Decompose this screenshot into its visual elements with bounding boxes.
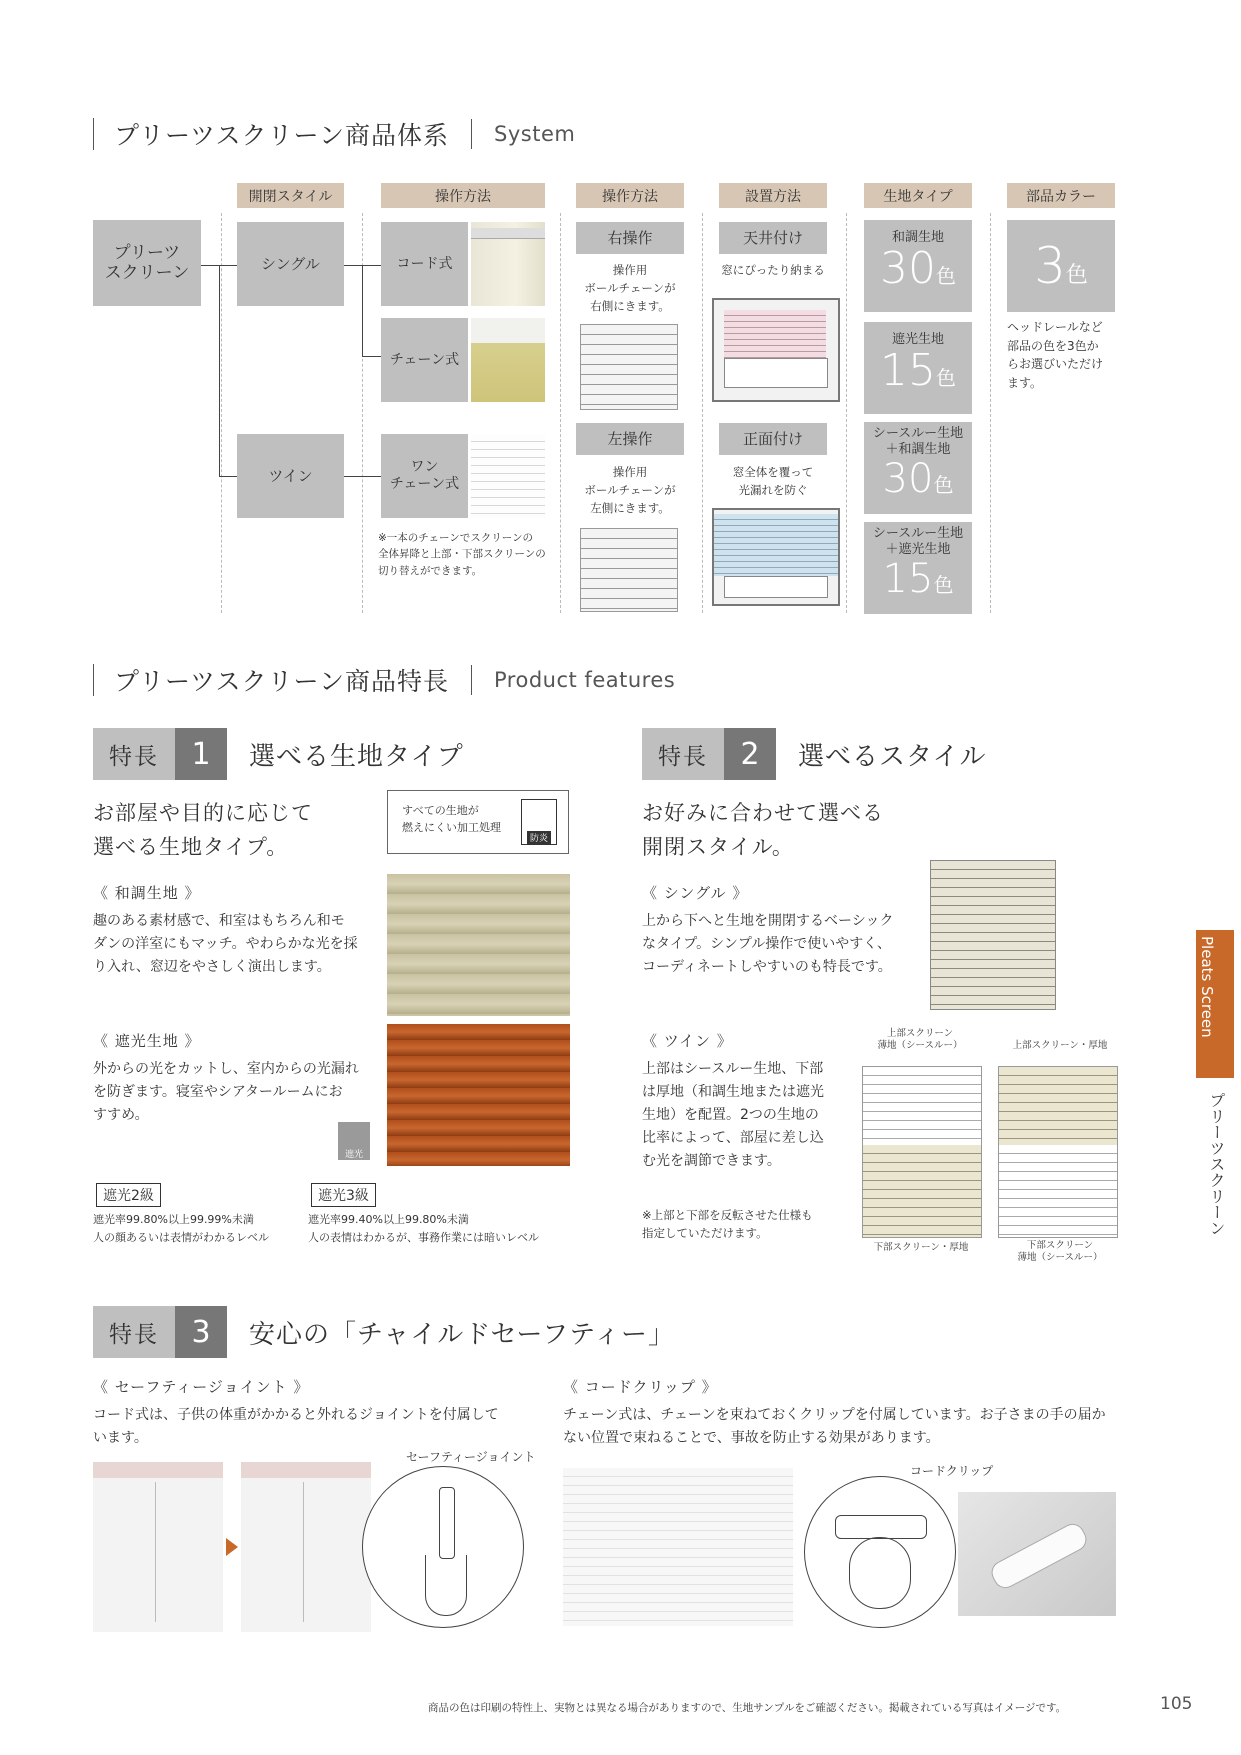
- feature-3-sub2: 《 コードクリップ 》: [563, 1378, 718, 1396]
- section-subtitle: Product features: [494, 668, 676, 692]
- wacho-fabric-photo: [387, 874, 570, 1016]
- op-right-illustration: [580, 324, 678, 410]
- method-one-chain: ワン チェーン式: [381, 434, 468, 518]
- twin-illustration-left: [862, 1066, 982, 1238]
- style-single: シングル: [237, 222, 344, 306]
- feature-1-body2: 外からの光をカットし、室内からの光漏れ を防ぎます。寝室やシアタールームにお すすめ。: [93, 1061, 359, 1124]
- clip-photo: [563, 1468, 793, 1626]
- grade-3: 遮光3級: [311, 1183, 376, 1207]
- flame-badge: すべての生地が 燃えにくい加工処理 防炎: [387, 790, 569, 854]
- footer-note: 商品の色は印刷の特性上、実物とは異なる場合がありますので、生地サンプルをご確認ください。掲載されている写真はイメージです。: [428, 1702, 1067, 1714]
- method-chain: チェーン式: [381, 318, 468, 402]
- callout-safety-joint: セーフティージョイント: [406, 1450, 536, 1464]
- section-title: プリーツスクリーン商品体系: [114, 121, 450, 150]
- feature-2-body2: 上部はシースルー生地、下部 は厚地（和調生地または遮光 生地）を配置。2つの生地の 比率によって、部屋に差し込 む光を調節できます。: [642, 1061, 824, 1170]
- feature-1-header: 特長 1 選べる生地タイプ: [93, 728, 464, 780]
- section-title: プリーツスクリーン商品特長: [114, 667, 450, 696]
- section-heading-features: [93, 664, 675, 696]
- feature-3-header: 特長 3 安心の「チャイルドセーフティー」: [93, 1306, 675, 1358]
- joint-photo-2: [241, 1462, 371, 1632]
- install-ceiling-desc: 窓にぴったり納まる: [721, 263, 825, 277]
- clip-product-photo: [958, 1492, 1116, 1616]
- joint-photo-1: [93, 1462, 223, 1632]
- clip-detail-circle: [804, 1476, 956, 1628]
- install-front-desc: 窓全体を覆って 光漏れを防ぐ: [732, 465, 814, 497]
- shading-fabric-photo: [387, 1024, 570, 1166]
- col-header-fabric: 生地タイプ: [864, 183, 972, 208]
- section-heading-system: [93, 118, 575, 150]
- op-left-illustration: [580, 528, 678, 612]
- method-cord: コード式: [381, 222, 468, 306]
- joint-detail-circle: [362, 1466, 524, 1628]
- cord-photo: [471, 222, 545, 306]
- feature-1-body1: 趣のある素材感で、和室はもちろん和モ ダンの洋室にもマッチ。やわらかな光を採 り入れ、窓辺をやさしく演出します。: [93, 913, 358, 976]
- fabric-seethrough-wacho: シースルー生地 ＋和調生地 30色: [864, 422, 972, 514]
- page-number: 105: [1160, 1694, 1193, 1714]
- shading-icon: 遮光: [338, 1122, 370, 1160]
- parts-color-desc: ヘッドレールなど 部品の色を3色か らお選びいただけ ます。: [1007, 320, 1104, 390]
- parts-color-box: 3 色: [1007, 220, 1115, 312]
- flame-proof-icon: 防炎: [521, 799, 557, 845]
- grade-3-desc: 遮光率99.40%以上99.80%未満 人の表情はわかるが、事務作業には暗いレベル: [308, 1213, 539, 1244]
- feature-2-sub1: 《 シングル 》: [642, 884, 749, 902]
- section-subtitle: System: [494, 122, 576, 146]
- twin-label-top-left: 上部スクリーン 薄地（シースルー）: [877, 1028, 963, 1052]
- twin-illustration-right: [998, 1066, 1118, 1238]
- feature-1-sub1: 《 和調生地 》: [93, 884, 201, 902]
- arrow-right-icon: [226, 1538, 238, 1556]
- op-right: 右操作: [576, 222, 684, 254]
- install-front-illustration: [712, 508, 840, 606]
- twin-label-bottom-right: 下部スクリーン 薄地（シースルー）: [1017, 1240, 1103, 1264]
- grade-2-desc: 遮光率99.80%以上99.99%未満 人の顔あるいは表情がわかるレベル: [93, 1213, 269, 1244]
- grade-2: 遮光2級: [96, 1183, 161, 1207]
- feature-3-body2: チェーン式は、チェーンを束ねておくクリップを付属しています。お子さまの手の届か ない位置で束ねることで、事故を防止する効果があります。: [563, 1407, 1106, 1447]
- col-header-operation: 操作方法: [576, 183, 684, 208]
- install-ceiling-illustration: [712, 298, 840, 402]
- op-left: 左操作: [576, 423, 684, 455]
- method-note: ※一本のチェーンでスクリーンの 全体昇降と上部・下部スクリーンの 切り替えができます。: [378, 532, 546, 577]
- twin-label-bottom-left: 下部スクリーン・厚地: [873, 1242, 969, 1253]
- fabric-shading: 遮光生地 15色: [864, 322, 972, 414]
- feature-2-sub2: 《 ツイン 》: [642, 1032, 733, 1050]
- feature-2-note: ※上部と下部を反転させた仕様も 指定していただけます。: [642, 1208, 813, 1241]
- feature-2-body1: 上から下へと生地を開閉するベーシック なタイプ。シンプル操作で使いやすく、 コーディネートしやすいのも特長です。: [642, 913, 894, 976]
- side-tab: Pleats Screen: [1196, 930, 1234, 1078]
- col-header-style: 開閉スタイル: [237, 183, 344, 208]
- feature-1-lead: お部屋や目的に応じて 選べる生地タイプ。: [93, 801, 313, 859]
- install-front: 正面付け: [719, 423, 827, 455]
- feature-1-sub2: 《 遮光生地 》: [93, 1032, 201, 1050]
- chain-photo: [471, 318, 545, 402]
- style-twin: ツイン: [237, 434, 344, 518]
- op-left-desc: 操作用 ボールチェーンが 左側にきます。: [584, 465, 676, 515]
- fabric-wacho: 和調生地 30色: [864, 220, 972, 312]
- twin-label-top-right: 上部スクリーン・厚地: [1012, 1040, 1108, 1051]
- col-header-parts: 部品カラー: [1007, 183, 1115, 208]
- one-chain-photo: [471, 434, 545, 518]
- single-illustration: [930, 860, 1056, 1010]
- feature-3-body1: コード式は、子供の体重がかかると外れるジョイントを付属して います。: [93, 1407, 499, 1447]
- feature-3-sub1: 《 セーフティージョイント 》: [93, 1378, 310, 1396]
- col-header-install: 設置方法: [719, 183, 827, 208]
- callout-cord-clip: コードクリップ: [910, 1464, 994, 1478]
- root-box: プリーツ スクリーン: [93, 220, 201, 306]
- feature-2-lead: お好みに合わせて選べる 開閉スタイル。: [642, 801, 884, 859]
- fabric-seethrough-shading: シースルー生地 ＋遮光生地 15色: [864, 522, 972, 614]
- col-header-method: 操作方法: [381, 183, 545, 208]
- op-right-desc: 操作用 ボールチェーンが 右側にきます。: [584, 263, 676, 313]
- feature-2-header: 特長 2 選べるスタイル: [642, 728, 986, 780]
- side-tab-jp: プリーツスクリーン: [1207, 1092, 1226, 1236]
- install-ceiling: 天井付け: [719, 222, 827, 254]
